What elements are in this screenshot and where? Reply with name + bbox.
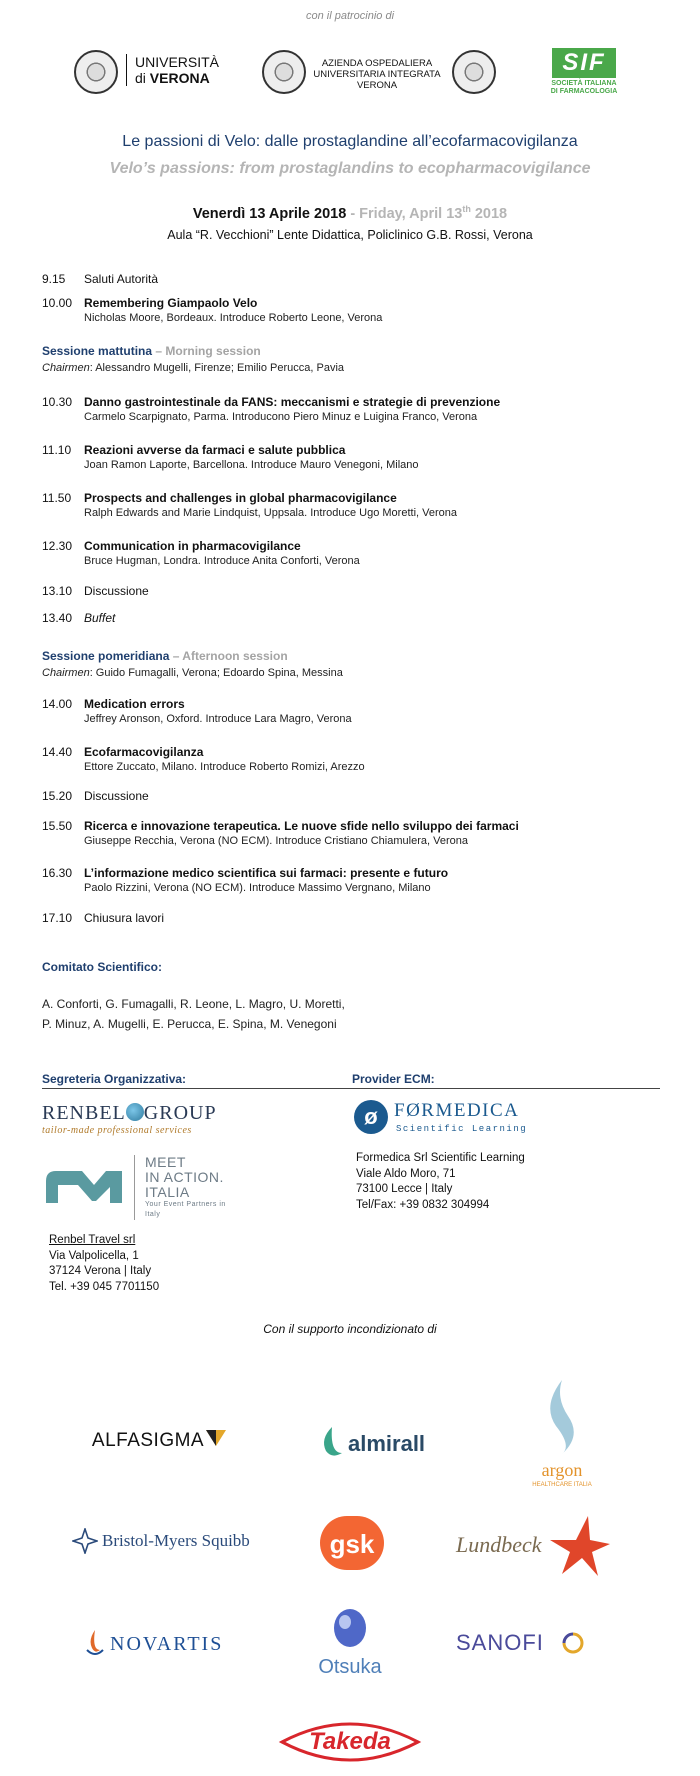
argon-figure-icon xyxy=(532,1376,592,1456)
univ-line1: UNIVERSITÀ xyxy=(135,54,220,70)
program-title: Ricerca e innovazione terapeutica. Le nuove sfide nello sviluppo dei farmaci xyxy=(84,819,519,833)
program-time: 11.10 xyxy=(42,443,72,457)
patrocinio-label: con il patrocinio di xyxy=(305,10,395,22)
almirall-wordmark: almirall xyxy=(348,1431,426,1456)
lundbeck-wordmark: Lundbeck xyxy=(456,1532,542,1557)
formedica-name: FØRMEDICA xyxy=(394,1100,520,1121)
azienda-seal-right-icon xyxy=(452,50,496,94)
formedica-address-tel: Tel/Fax: +39 0832 304994 xyxy=(356,1198,490,1211)
program-title: Reazioni avverse da farmaci e salute pubblica xyxy=(84,443,346,457)
program-speaker: Joan Ramon Laporte, Barcellona. Introduce Mauro Venegoni, Milano xyxy=(84,459,419,471)
program-item xyxy=(84,491,664,520)
program-item xyxy=(84,745,664,774)
program-item xyxy=(84,611,664,626)
program-time: 13.10 xyxy=(42,584,73,598)
program-speaker: Paolo Rizzini, Verona (NO ECM). Introduce Massimo Vergnano, Milano xyxy=(84,882,431,894)
comitato-line2: P. Minuz, A. Mugelli, E. Perucca, E. Spina, M. Venegoni xyxy=(42,1017,337,1031)
formedica-mark-icon: ø xyxy=(354,1100,388,1134)
program-time: 16.30 xyxy=(42,866,73,880)
date-en: - Friday, April 13th 2018 xyxy=(350,204,508,222)
renbel-address-name: Renbel Travel srl xyxy=(49,1234,136,1246)
comitato-line1: A. Conforti, G. Fumagalli, R. Leone, L. Magro, U. Moretti, xyxy=(42,997,345,1011)
program-title: Communication in pharmacovigilance xyxy=(84,539,301,553)
program-item xyxy=(84,819,664,848)
program-time: 15.20 xyxy=(42,789,73,803)
program-item xyxy=(84,443,664,472)
program-title: Discussione xyxy=(84,789,149,803)
formedica-address-city: 73100 Lecce | Italy xyxy=(356,1183,453,1195)
formedica-address-street: Viale Aldo Moro, 71 xyxy=(356,1167,456,1180)
session-afternoon-heading: Sessione pomeridiana – Afternoon session xyxy=(42,649,288,663)
lundbeck-starfish-icon xyxy=(548,1514,612,1580)
program-title: Discussione xyxy=(84,584,149,598)
program-title: Buffet xyxy=(84,611,116,625)
mia-line3: ITALIA xyxy=(145,1184,190,1200)
program-title: Saluti Autorità xyxy=(84,272,159,286)
session-morning-heading: Sessione mattutina – Morning session xyxy=(42,344,261,358)
sif-line2: DI FARMACOLOGIA xyxy=(550,88,618,95)
section-divider xyxy=(42,1088,660,1089)
formedica-address xyxy=(356,1151,525,1213)
sponsor-gsk xyxy=(320,1516,384,1570)
novartis-wordmark: NOVARTIS xyxy=(110,1633,224,1655)
sif-logo xyxy=(544,48,624,96)
formedica-sub: Scientific Learning xyxy=(396,1124,528,1134)
azienda-line3: VERONA xyxy=(356,80,398,91)
bms-star-icon xyxy=(72,1528,98,1554)
program-time: 13.40 xyxy=(42,611,73,625)
program-item xyxy=(84,697,664,726)
mia-arrow-icon xyxy=(42,1163,126,1213)
sponsor-takeda xyxy=(276,1716,424,1768)
argon-sub: HEALTHCARE ITALIA xyxy=(532,1482,592,1488)
sif-line1: SOCIETÀ ITALIANA xyxy=(551,80,617,87)
meet-in-action-logo xyxy=(42,1153,242,1219)
program-time: 11.50 xyxy=(42,491,72,505)
program-time: 14.40 xyxy=(42,745,73,759)
program-speaker: Ettore Zuccato, Milano. Introduce Roberto Romizi, Arezzo xyxy=(84,761,365,773)
program-title: Chiusura lavori xyxy=(84,911,165,925)
program-speaker: Ralph Edwards and Marie Lindquist, Uppsala. Introduce Ugo Moretti, Verona xyxy=(84,507,457,519)
azienda-line2: UNIVERSITARIA INTEGRATA xyxy=(313,69,441,80)
bms-wordmark: Bristol-Myers Squibb xyxy=(102,1531,250,1550)
sponsor-otsuka xyxy=(308,1608,392,1678)
program-speaker: Nicholas Moore, Bordeaux. Introduce Roberto Leone, Verona xyxy=(84,312,383,324)
univ-line2-bold: VERONA xyxy=(149,70,210,86)
segreteria-heading: Segreteria Organizzativa: xyxy=(42,1072,187,1086)
program-speaker: Giuseppe Recchia, Verona (NO ECM). Introduce Cristiano Chiamulera, Verona xyxy=(84,835,468,847)
program-item xyxy=(84,296,664,325)
argon-wordmark: argon xyxy=(541,1460,583,1480)
program-title: L’informazione medico scientifica sui farmaci: presente e futuro xyxy=(84,866,449,880)
otsuka-balloon-icon xyxy=(330,1608,370,1654)
renbel-address-tel: Tel. +39 045 7701150 xyxy=(49,1280,160,1293)
date-it: Venerdì 13 Aprile 2018 xyxy=(192,205,347,222)
sponsor-lundbeck xyxy=(456,1514,616,1584)
formedica-logo xyxy=(354,1100,564,1138)
renbel-address-street: Via Valpolicella, 1 xyxy=(49,1249,139,1262)
patron-logos xyxy=(74,48,634,98)
provider-heading: Provider ECM: xyxy=(352,1072,435,1086)
novartis-flame-icon xyxy=(84,1628,106,1658)
program-time: 12.30 xyxy=(42,539,73,553)
program-item xyxy=(84,272,664,287)
event-title: Le passioni di Velo: dalle prostaglandine all’ecofarmacovigilanza xyxy=(122,133,578,150)
sponsor-alfasigma xyxy=(78,1430,218,1452)
program-item xyxy=(84,539,664,568)
program-title: Danno gastrointestinale da FANS: meccanismi e strategie di prevenzione xyxy=(84,395,501,409)
gsk-wordmark: gsk xyxy=(329,1529,375,1559)
program-title: Remembering Giampaolo Velo xyxy=(84,296,258,310)
renbel-tagline: tailor-made professional services xyxy=(42,1125,192,1136)
session-morning-chairmen: Chairmen: Alessandro Mugelli, Firenze; Emilio Perucca, Pavia xyxy=(42,362,345,374)
sanofi-wordmark: SANOFI xyxy=(456,1630,544,1655)
event-venue: Aula “R. Vecchioni” Lente Didattica, Policlinico G.B. Rossi, Verona xyxy=(167,228,533,242)
program-item xyxy=(84,395,664,424)
sponsor-novartis xyxy=(84,1628,264,1658)
event-subtitle: Velo’s passions: from prostaglandins to ecopharmacovigilance xyxy=(109,160,591,177)
renbel-address xyxy=(49,1233,159,1295)
comitato-heading: Comitato Scientifico: xyxy=(42,960,163,974)
renbel-address-city: 37124 Verona | Italy xyxy=(49,1265,152,1277)
program-time: 10.30 xyxy=(42,395,73,409)
supporto-label: Con il supporto incondizionato di xyxy=(263,1322,437,1336)
sponsor-bms xyxy=(72,1528,272,1554)
university-seal-icon xyxy=(74,50,118,94)
program-speaker: Jeffrey Aronson, Oxford. Introduce Lara Magro, Verona xyxy=(84,713,352,725)
session-afternoon-chairmen: Chairmen: Guido Fumagalli, Verona; Edoardo Spina, Messina xyxy=(42,667,343,679)
program-title: Ecofarmacovigilanza xyxy=(84,745,204,759)
azienda-logo xyxy=(307,58,447,91)
sanofi-bird-icon xyxy=(560,1630,586,1656)
univ-line2-prefix: di xyxy=(135,70,146,86)
program-item xyxy=(84,584,664,599)
event-date xyxy=(0,204,700,222)
otsuka-wordmark: Otsuka xyxy=(318,1656,382,1678)
formedica-address-name: Formedica Srl Scientific Learning xyxy=(356,1152,525,1164)
renbel-logo: RENBEL GROUP tailor-made professional services xyxy=(42,1102,242,1136)
univ-verona-logo xyxy=(126,54,219,86)
program-time: 9.15 xyxy=(42,272,66,286)
almirall-leaf-icon xyxy=(318,1425,346,1461)
program-time: 17.10 xyxy=(42,911,73,925)
program-item xyxy=(84,866,664,895)
program-item xyxy=(84,789,664,804)
azienda-seal-left-icon xyxy=(262,50,306,94)
mia-line1: MEET xyxy=(145,1154,186,1170)
program-title: Medication errors xyxy=(84,697,185,711)
program-time: 15.50 xyxy=(42,819,73,833)
azienda-line1: AZIENDA OSPEDALIERA xyxy=(321,58,433,69)
alfasigma-triangle-icon xyxy=(206,1428,226,1448)
mia-tagline: Your Event Partners in Italy xyxy=(145,1201,226,1218)
program-speaker: Bruce Hugman, Londra. Introduce Anita Conforti, Verona xyxy=(84,555,360,567)
mia-line2: IN ACTION. xyxy=(145,1169,224,1185)
program-time: 14.00 xyxy=(42,697,73,711)
sponsor-sanofi xyxy=(456,1628,586,1658)
sponsor-argon xyxy=(522,1376,602,1496)
program-time: 10.00 xyxy=(42,296,73,310)
program-item xyxy=(84,911,664,926)
sif-mark: SIF xyxy=(552,48,616,78)
globe-icon xyxy=(126,1103,144,1121)
sponsor-almirall xyxy=(318,1425,438,1461)
alfasigma-wordmark: ALFASIGMA xyxy=(91,1430,205,1451)
program-speaker: Carmelo Scarpignato, Parma. Introducono Piero Minuz e Luigina Franco, Verona xyxy=(84,411,478,423)
takeda-wordmark: Takeda xyxy=(309,1728,391,1755)
program-title: Prospects and challenges in global pharmacovigilance xyxy=(84,491,397,505)
